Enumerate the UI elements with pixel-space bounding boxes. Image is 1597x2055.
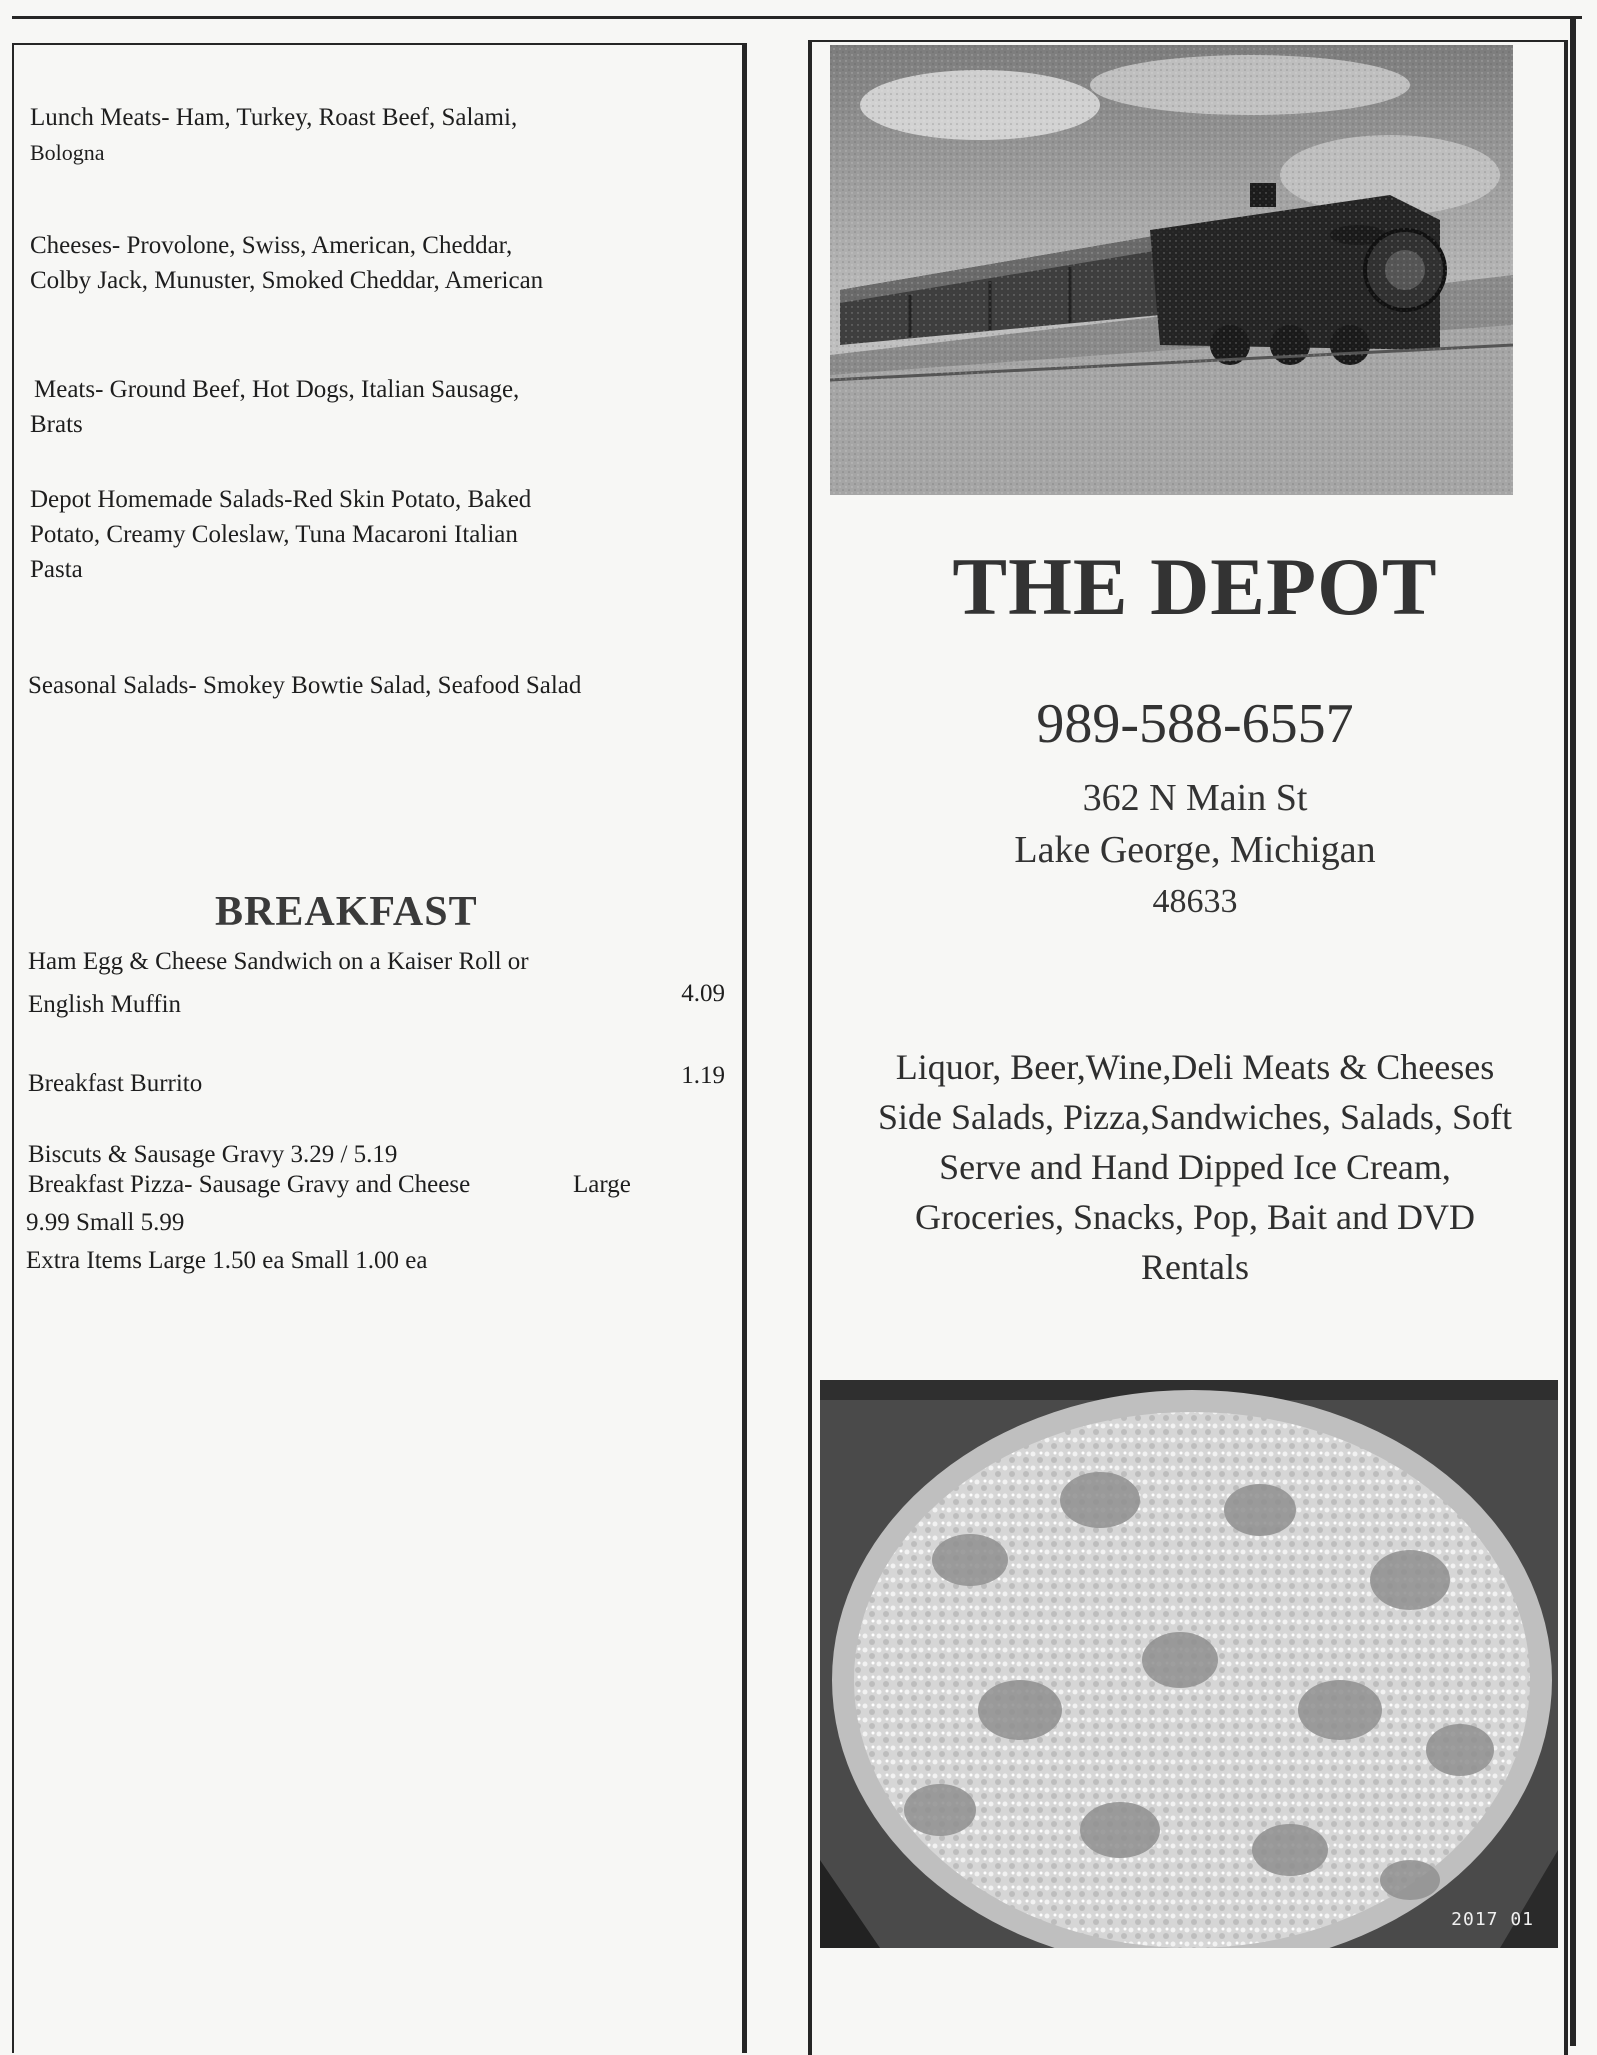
offerings-line3: Serve and Hand Dipped Ice Cream, (939, 1147, 1451, 1187)
breakfast-item-burrito: Breakfast Burrito (28, 1070, 203, 1097)
offerings-line1: Liquor, Beer,Wine,Deli Meats & Cheeses (895, 1047, 1495, 1087)
meats-line2: Brats (30, 411, 83, 438)
extra-items: Extra Items Large 1.50 ea Small 1.00 ea (26, 1247, 428, 1274)
offerings (830, 1042, 1560, 1292)
biscuits-gravy: Biscuts & Sausage Gravy 3.29 / 5.19 (28, 1141, 398, 1168)
cheeses (30, 228, 720, 298)
homemade-salads-line2: Potato, Creamy Coleslaw, Tuna Macaroni Italian (30, 521, 518, 548)
breakfast-pizza-line2: 9.99 Small 5.99 (26, 1209, 185, 1236)
lunch-meats-line1: Lunch Meats- Ham, Turkey, Roast Beef, Salami, (30, 104, 518, 131)
address-city: Lake George, Michigan (1014, 829, 1376, 871)
train-photo (830, 45, 1513, 495)
outer-top-rule (12, 16, 1582, 20)
lunch-meats (30, 100, 720, 170)
ham-egg-line2: English Muffin (28, 991, 182, 1018)
homemade-salads-line1: Depot Homemade Salads-Red Skin Potato, Baked (30, 486, 532, 513)
pizza-photo-image (820, 1380, 1558, 1948)
lunch-meats-line2: Bologna (30, 140, 105, 165)
homemade-salads (30, 482, 720, 587)
phone-number: 989-588-6557 (1036, 693, 1354, 755)
ham-egg-line1: Ham Egg & Cheese Sandwich on a Kaiser Roll or (28, 948, 529, 975)
seasonal-salads: Seasonal Salads- Smokey Bowtie Salad, Seafood Salad (28, 672, 582, 699)
train-photo-image (830, 45, 1513, 495)
breakfast-pizza-line1: Breakfast Pizza- Sausage Gravy and Cheese (28, 1171, 471, 1198)
pizza-photo (820, 1380, 1558, 1948)
cheeses-line2: Colby Jack, Munuster, Smoked Cheddar, American (30, 267, 544, 294)
address (830, 772, 1560, 928)
breakfast-pizza-large: Large (573, 1171, 631, 1198)
breakfast-item-ham-egg (28, 944, 648, 1022)
offerings-line5: Rentals (1141, 1247, 1249, 1287)
homemade-salads-line3: Pasta (30, 556, 83, 583)
cheeses-line1: Cheeses- Provolone, Swiss, American, Cheddar, (30, 232, 513, 259)
offerings-line4: Groceries, Snacks, Pop, Bait and DVD (915, 1197, 1475, 1237)
address-zip: 48633 (1152, 883, 1238, 920)
address-street: 362 N Main St (1082, 777, 1308, 819)
left-panel-frame (12, 43, 747, 2053)
breakfast-heading: BREAKFAST (215, 889, 478, 935)
store-title: THE DEPOT (952, 541, 1438, 632)
photo-timestamp: 2017 01 (1451, 1909, 1534, 1930)
meats (30, 372, 724, 442)
burrito-price: 1.19 (681, 1062, 725, 1089)
ham-egg-price: 4.09 (681, 980, 725, 1007)
offerings-line2: Side Salads, Pizza,Sandwiches, Salads, Soft (878, 1097, 1512, 1137)
meats-line1: Meats- Ground Beef, Hot Dogs, Italian Sausage, (34, 376, 520, 403)
right-outer-rule (1570, 16, 1576, 2046)
